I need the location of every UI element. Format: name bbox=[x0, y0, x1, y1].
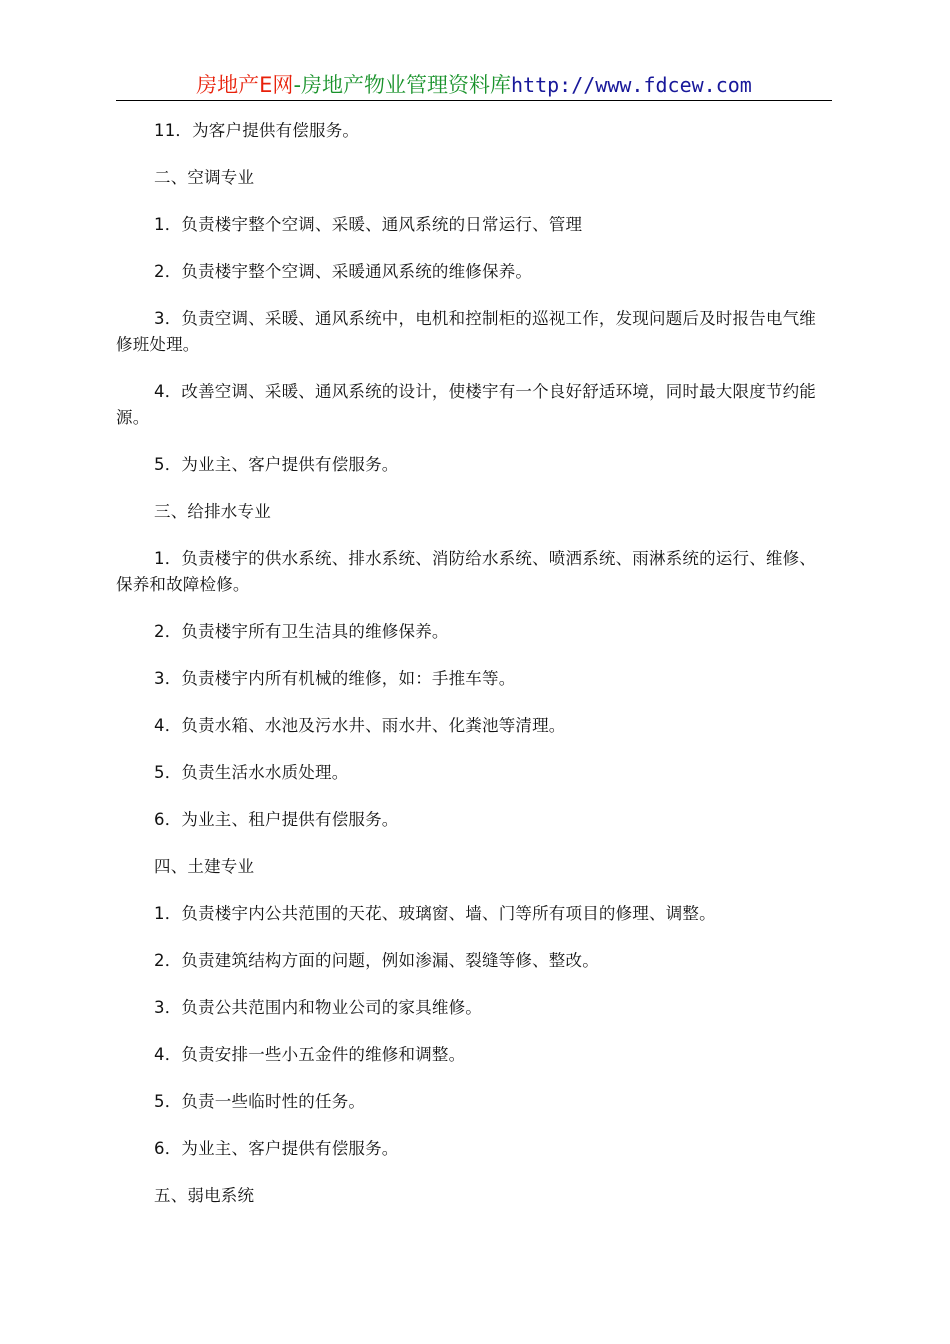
header-separator: - bbox=[293, 73, 302, 97]
paragraph: 4．负责水箱、水池及污水井、雨水井、化粪池等清理。 bbox=[154, 716, 566, 735]
paragraph: 5．为业主、客户提供有偿服务。 bbox=[154, 455, 399, 474]
section-heading: 五、弱电系统 bbox=[154, 1186, 255, 1205]
paragraph: 3．负责楼宇内所有机械的维修，如：手推车等。 bbox=[154, 669, 516, 688]
section-heading: 三、给排水专业 bbox=[154, 502, 271, 521]
paragraph: 4．改善空调、采暖、通风系统的设计，使楼宇有一个良好舒适环境，同时最大限度节约能源。 bbox=[116, 382, 816, 427]
header-line bbox=[196, 70, 752, 100]
header-brand: 房地产E网 bbox=[196, 73, 294, 97]
paragraph: 1．负责楼宇整个空调、采暖、通风系统的日常运行、管理 bbox=[154, 215, 583, 234]
page-header bbox=[116, 70, 832, 101]
paragraph: 6．为业主、租户提供有偿服务。 bbox=[154, 810, 399, 829]
section-heading: 二、空调专业 bbox=[154, 168, 255, 187]
document-body bbox=[116, 118, 820, 1230]
section-heading: 四、土建专业 bbox=[154, 857, 255, 876]
paragraph: 2．负责楼宇整个空调、采暖通风系统的维修保养。 bbox=[154, 262, 533, 281]
paragraph: 11．为客户提供有偿服务。 bbox=[154, 121, 360, 140]
header-url-link[interactable]: http://www.fdcew.com bbox=[511, 73, 752, 97]
paragraph: 4．负责安排一些小五金件的维修和调整。 bbox=[154, 1045, 466, 1064]
paragraph: 3．负责空调、采暖、通风系统中，电机和控制柜的巡视工作，发现问题后及时报告电气维修班处理。 bbox=[116, 309, 816, 354]
paragraph: 6．为业主、客户提供有偿服务。 bbox=[154, 1139, 399, 1158]
paragraph: 2．负责楼宇所有卫生洁具的维修保养。 bbox=[154, 622, 449, 641]
paragraph: 5．负责一些临时性的任务。 bbox=[154, 1092, 366, 1111]
paragraph: 2．负责建筑结构方面的问题，例如渗漏、裂缝等修、整改。 bbox=[154, 951, 599, 970]
paragraph: 1．负责楼宇内公共范围的天花、玻璃窗、墙、门等所有项目的修理、调整。 bbox=[154, 904, 716, 923]
paragraph: 5．负责生活水水质处理。 bbox=[154, 763, 349, 782]
paragraph: 1．负责楼宇的供水系统、排水系统、消防给水系统、喷洒系统、雨淋系统的运行、维修、保养和故障检修。 bbox=[116, 549, 816, 594]
paragraph: 3．负责公共范围内和物业公司的家具维修。 bbox=[154, 998, 482, 1017]
header-subtitle: 房地产物业管理资料库 bbox=[301, 73, 512, 97]
